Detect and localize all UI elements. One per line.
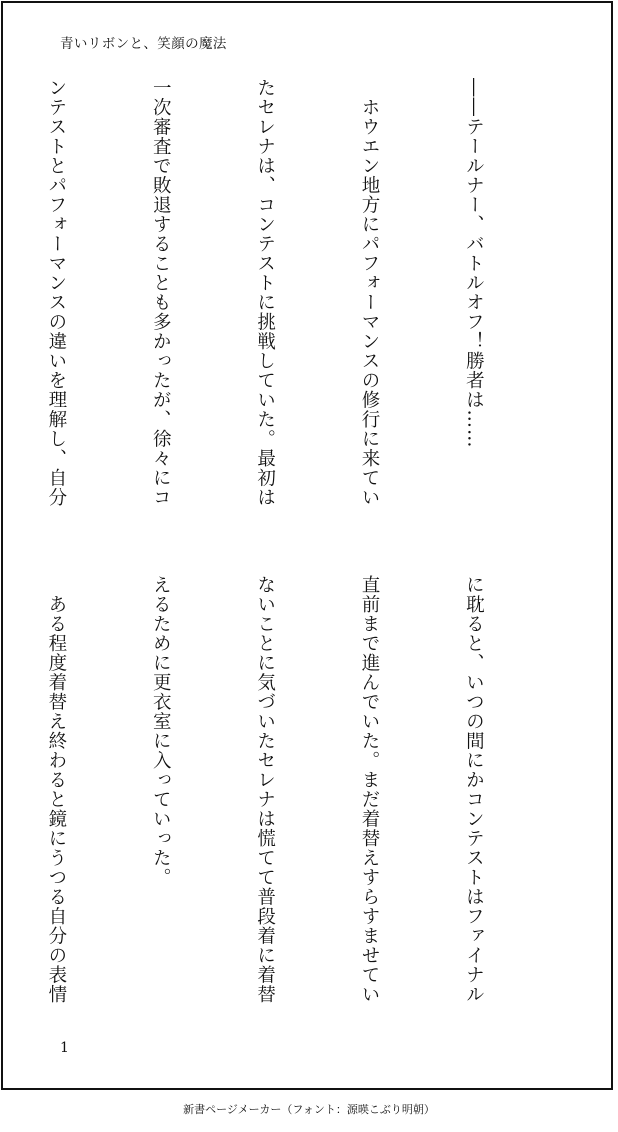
text-line: えるために更衣室に入っていった。 (150, 575, 172, 887)
text-line: 直前まで進んでいた。まだ着替えすらすませてい (359, 575, 381, 1004)
text-line: に耽ると、いつの間にかコンテストはファイナル (463, 575, 485, 1004)
text-line: ――テールナー、バトルオフ！勝者は…… (463, 78, 485, 449)
text-line: ある程度着替え終わると鏡にうつる自分の表情 (45, 575, 67, 1004)
page-number: 1 (60, 1040, 69, 1056)
text-line: 一次審査で敗退することも多かったが、徐々にコ (150, 78, 172, 507)
body-text-lower (45, 575, 560, 1033)
page-header-title: 青いリボンと、笑顔の魔法 (60, 36, 227, 52)
text-line: ンテストとパフォーマンスの違いを理解し、自分 (45, 78, 67, 507)
text-line: ホウエン地方にパフォーマンスの修行に来てい (359, 78, 381, 507)
footer-credit: 新書ページメーカー（フォント：源暎こぶり明朝） (183, 1103, 435, 1116)
text-line: ないことに気づいたセレナは慌てて普段着に着替 (254, 575, 276, 1004)
text-line: たセレナは、コンテストに挑戦していた。最初は (254, 78, 276, 507)
page-frame (1, 1, 613, 1090)
body-text-upper (45, 78, 560, 536)
